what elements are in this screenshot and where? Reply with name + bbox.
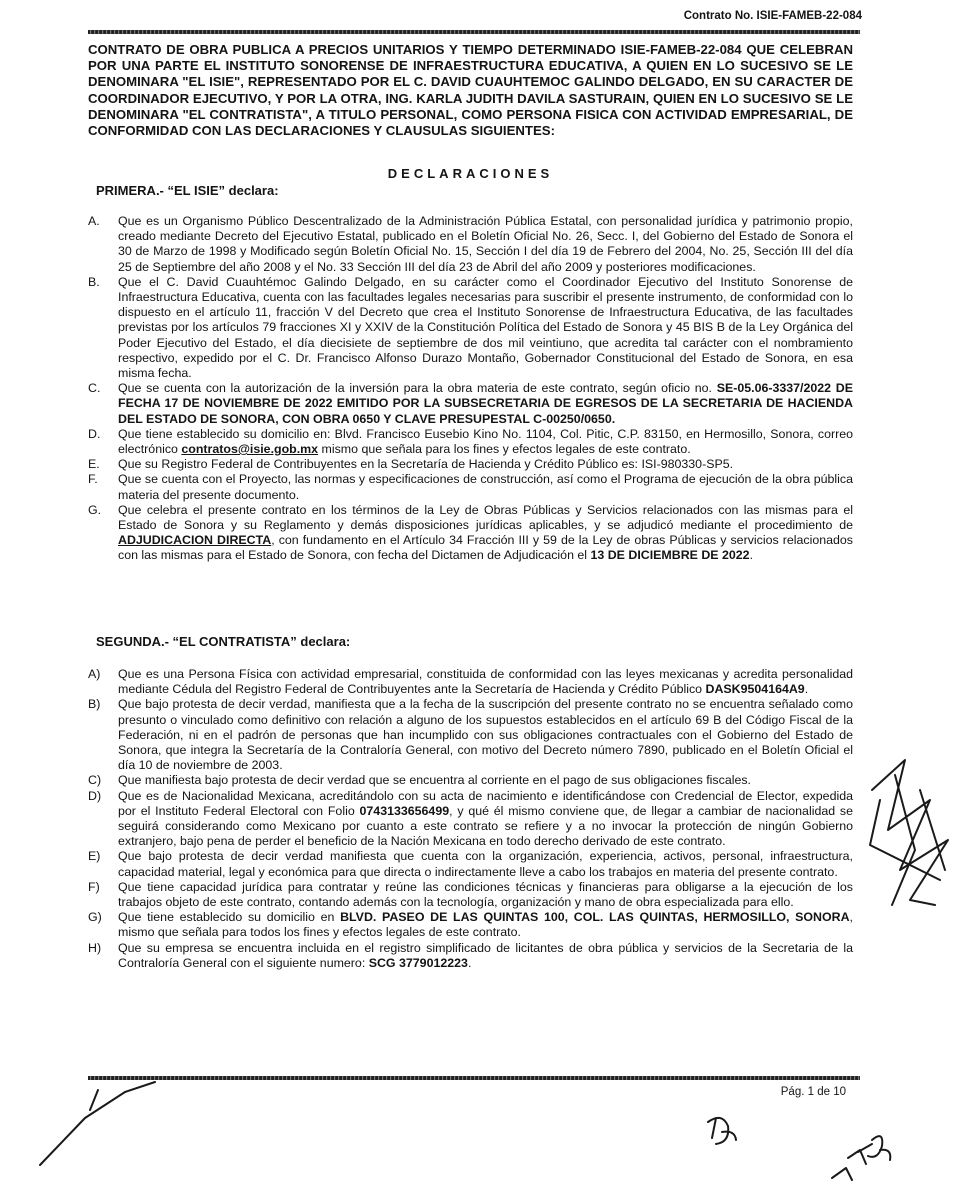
award-date-bold: 13 DE DICIEMBRE DE 2022 bbox=[590, 548, 750, 563]
item-text: Que su Registro Federal de Contribuyentes en la Secretaría de Hacienda y Crédito Público es: ISI-980330-SP5. bbox=[118, 457, 734, 472]
scg-number-bold: SCG 3779012223 bbox=[368, 955, 468, 970]
item-text: Que es un Organismo Público Descentralizado de la Administración Pública Estatal, con personalidad jurídica y patrimonio propio, creado mediante Decreto del Ejecutivo Estatal, publicado en el Boletín Oficial No. 26, Secc. I, del Gobierno del Estado de Sonora el 30 de Marzo de 1998 y Modificado según Boletín Oficial No. 15, Sección I del día 19 de Febrero del 2004, No. 25, Sección III del día 25 de Septiembre del año 2008 y el No. 33 Sección III del día 23 de Abril del año 2009 y posteriores modificaciones. bbox=[118, 214, 853, 274]
item-text bbox=[118, 427, 853, 457]
declaration-item bbox=[88, 880, 853, 910]
declaration-item bbox=[88, 472, 853, 502]
header-rule bbox=[88, 30, 860, 34]
item-text: Que tiene capacidad jurídica para contratar y reúne las condiciones técnicas y financieras para obligarse a la ejecución de los trabajos objeto de este contrato, contando además con la tecnología, organización y mano de obra especializada para ello. bbox=[118, 879, 853, 910]
rfc-bold: DASK9504164A9 bbox=[705, 682, 805, 697]
item-text bbox=[118, 910, 853, 940]
item-text-plain: , mismo que señala para todos los fines y efectos legales de este contrato. bbox=[118, 910, 853, 940]
declaration-item bbox=[88, 941, 853, 971]
item-text bbox=[118, 381, 853, 427]
item-marker: H) bbox=[88, 940, 102, 955]
item-text: Que se cuenta con el Proyecto, las normas y especificaciones de construcción, así como el Programa de ejecución de la obra pública materia del presente documento. bbox=[118, 472, 853, 502]
primera-declarations-list bbox=[88, 214, 853, 564]
item-text-plain: Que su empresa se encuentra incluida en el registro simplificado de licitantes de obra pública y servicios de la Secretaria de la Contraloría General con el siguiente numero: bbox=[118, 940, 853, 970]
item-text-plain: Que es una Persona Física con actividad empresarial, constituida de conformidad con las leyes mexicanas y acredita personalidad mediante Cédula del Registro Federal de Contribuyentes ante la Secretaría de Hacienda y Crédito Público bbox=[118, 667, 853, 697]
item-text: Que el C. David Cuauhtémoc Galindo Delgado, en su carácter como el Coordinador Ejecutivo del Instituto Sonorense de Infraestructura Educativa, cuenta con las facultades legales necesarias para suscribir el presente instrumento, de conformidad con lo dispuesto en el artículo 11, fracción V del Decreto que crea el Instituto Sonorense de Infraestructura Educativa, de las facultades previstas por los artículos 79 fracciones XI y XXIV de la Constitución Política del Estado de Sonora y 45 BIS B de la Ley Orgánica del Poder Ejecutivo del Estado, el día diecisiete de septiembre de dos mil veintiuno, que acredita tal carácter con el nombramiento respectivo, expedido por el C. Dr. Francisco Alfonso Durazo Montaño, Gobernador Constitucional del Estado de Sonora, en esa misma fecha. bbox=[118, 274, 853, 381]
item-text-plain: , con fundamento en el Artículo 34 Fracción III y 59 de la Ley de obras Públicas y servicios relacionados con las mismas para el Estado de Sonora, con fecha del Dictamen de Adjudicación el bbox=[118, 533, 853, 563]
declaration-item bbox=[88, 910, 853, 940]
budget-authorization-bold: SE-05.06-3337/2022 DE FECHA 17 DE NOVIEMBRE DE 2022 EMITIDO POR LA SUBSECRETARIA DE EGRESOS DE LA SECRETARIA DE HACIENDA DEL ESTADO DE SONORA, CON OBRA 0650 Y CLAVE PRESUPESTAL C-00250/0650. bbox=[118, 381, 853, 426]
contract-number-header: Contrato No. ISIE-FAMEB-22-084 bbox=[683, 10, 862, 22]
item-marker: E) bbox=[88, 849, 101, 864]
bottom-initials-right bbox=[832, 1136, 890, 1180]
item-marker: C. bbox=[88, 381, 101, 396]
declaration-item bbox=[88, 503, 853, 564]
item-marker: A) bbox=[88, 667, 101, 681]
elector-folio-bold: 0743133656499 bbox=[359, 803, 450, 818]
declaration-item bbox=[88, 457, 853, 472]
section-segunda-label: SEGUNDA.- “EL CONTRATISTA” declara: bbox=[96, 634, 351, 649]
award-procedure-underlined: ADJUDICACION DIRECTA bbox=[118, 533, 272, 548]
declarations-heading: DECLARACIONES bbox=[387, 166, 554, 181]
item-text-plain: . bbox=[804, 682, 809, 697]
item-text-plain: Que tiene establecido su domicilio en: Blvd. Francisco Eusebio Kino No. 1104, Col. Pitic, C.P. 83150, en Hermosillo, Sonora, correo electrónico bbox=[118, 426, 853, 457]
section-primera-label: PRIMERA.- “EL ISIE” declara: bbox=[96, 183, 279, 198]
margin-signature-right bbox=[870, 760, 948, 905]
contract-title: CONTRATO DE OBRA PUBLICA A PRECIOS UNITARIOS Y TIEMPO DETERMINADO ISIE-FAMEB-22-084 QUE CELEBRAN POR UNA PARTE EL INSTITUTO SONORENSE DE INFRAESTRUCTURA EDUCATIVA, A QUIEN EN LO SUCESIVO SE LE DENOMINARA "EL ISIE", REPRESENTADO POR EL C. DAVID CUAUHTEMOC GALINDO DELGADO, EN SU CARACTER DE COORDINADOR EJECUTIVO, Y POR LA OTRA, ING. KARLA JUDITH DAVILA SASTURAIN, QUIEN EN LO SUCESIVO SE LE DENOMINARA "EL CONTRATISTA", A TITULO PERSONAL, COMO PERSONA FISICA CON ACTIVIDAD EMPRESARIAL, DE CONFORMIDAD CON LAS DECLARACIONES Y CLAUSULAS SIGUIENTES: bbox=[88, 42, 853, 139]
declaration-item bbox=[88, 789, 853, 850]
declaration-item bbox=[88, 697, 853, 773]
item-marker: E. bbox=[88, 457, 100, 472]
item-marker: D) bbox=[88, 788, 102, 803]
email-link[interactable]: contratos@isie.gob.mx bbox=[181, 442, 319, 457]
item-marker: D. bbox=[88, 426, 101, 441]
bottom-left-signature bbox=[40, 1082, 155, 1165]
item-marker: F. bbox=[88, 472, 98, 487]
item-marker: C) bbox=[88, 773, 102, 788]
item-text-plain: , y qué él mismo conviene que, de llegar a cambiar de nacionalidad se seguirá considerando como Mexicano por cuanto a este contrato se refiere y a no invocar la protección de ningún Gobierno extranjero, bajo pena de perder el beneficio de la Nación Mexicana en todo derecho derivado de este contrato. bbox=[118, 803, 853, 849]
declaration-item bbox=[88, 849, 853, 879]
segunda-declarations-list bbox=[88, 667, 853, 971]
contractor-address-bold: BLVD. PASEO DE LAS QUINTAS 100, COL. LAS QUINTAS, HERMOSILLO, SONORA bbox=[340, 910, 850, 925]
declaration-item bbox=[88, 773, 853, 788]
item-text: Que bajo protesta de decir verdad manifiesta que cuenta con la organización, experiencia, activos, personal, infraestructura, capacidad material, legal y económica para que directa o indirectamente lleve a cabo los trabajos en materia del presente contrato. bbox=[118, 849, 853, 879]
declaration-item bbox=[88, 667, 853, 697]
declaration-item bbox=[88, 381, 853, 427]
item-marker: F) bbox=[88, 879, 100, 894]
item-marker: A. bbox=[88, 214, 100, 228]
item-marker: B) bbox=[88, 697, 101, 712]
item-text: Que bajo protesta de decir verdad, manifiesta que a la fecha de la suscripción del presente contrato no se encuentra señalado como presunto o vinculado como definitivo con relación a alguno de los supuestos establecidos en el artículo 69 B del Código Fiscal de la Federación, ni en el padrón de personas que han incumplido con sus obligaciones contractuales con el Gobierno del Estado de Sonora, que integra la Secretaría de la Contraloría General, con motivo del Decreto número 7890, publicado en el Boletín Oficial el día 10 de noviembre de 2003. bbox=[118, 697, 853, 773]
item-text-plain: . bbox=[467, 955, 472, 970]
item-text-plain: Que es de Nacionalidad Mexicana, acreditándolo con su acta de nacimiento e identificándose con Credencial de Elector, expedida por el Instituto Federal Electoral con Folio bbox=[118, 788, 853, 818]
item-marker: G. bbox=[88, 502, 102, 517]
item-text-plain: Que tiene establecido su domicilio en bbox=[118, 910, 341, 925]
footer-rule bbox=[88, 1076, 860, 1080]
item-marker: B. bbox=[88, 274, 100, 289]
declaration-item bbox=[88, 275, 853, 381]
item-text: Que manifiesta bajo protesta de decir verdad que se encuentra al corriente en el pago de sus obligaciones fiscales. bbox=[118, 773, 751, 788]
item-text-plain: . bbox=[749, 548, 754, 563]
declaration-item bbox=[88, 427, 853, 457]
item-text-plain: Que se cuenta con la autorización de la inversión para la obra materia de este contrato, según oficio no. bbox=[118, 381, 717, 396]
item-text bbox=[118, 789, 853, 850]
item-text bbox=[118, 667, 853, 697]
declaration-item bbox=[88, 214, 853, 275]
item-text bbox=[118, 503, 853, 564]
page-number: Pág. 1 de 10 bbox=[780, 1086, 846, 1098]
item-text-plain: mismo que señala para los fines y efectos legales de este contrato. bbox=[318, 442, 691, 457]
item-text-plain: Que celebra el presente contrato en los términos de la Ley de Obras Públicas y Servicios relacionados con las mismas para el Estado de Sonora y su Reglamento y demás disposiciones jurídicas aplicables, y se adjudicó mediante el procedimiento de bbox=[118, 502, 853, 533]
bottom-initials-center bbox=[708, 1118, 736, 1144]
item-marker: G) bbox=[88, 910, 102, 925]
item-text bbox=[118, 941, 853, 971]
